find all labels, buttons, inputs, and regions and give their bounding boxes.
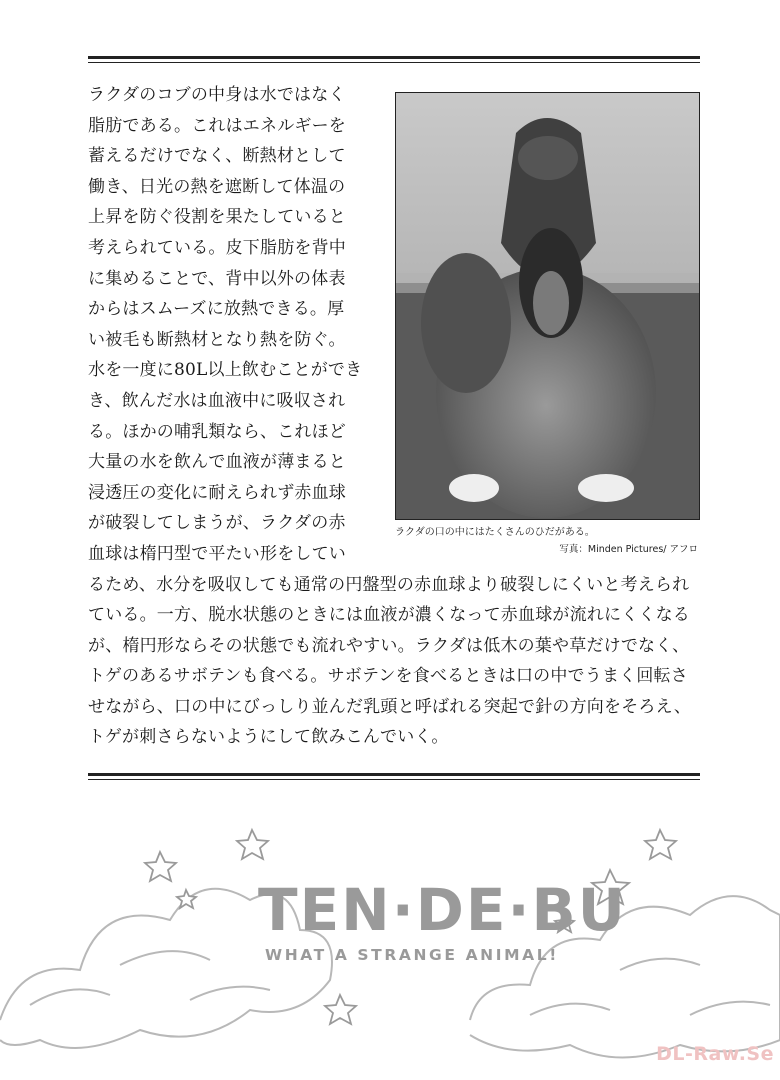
- article-line: トゲのあるサボテンも食べる。サボテンを食べるときは口の中でうまく回転さ: [88, 666, 688, 687]
- article-line: ている。一方、脱水状態のときには血液が濃くなって赤血球が流れにくくなる: [88, 605, 690, 626]
- article-line: に集めることで、背中以外の体表: [88, 268, 346, 289]
- article-line: い被毛も断熱材となり熱を防ぐ。: [88, 329, 346, 350]
- photo-caption: ラクダの口の中にはたくさんのひだがある。: [395, 527, 595, 538]
- article-line: ラクダのコブの中身は水ではなく: [88, 85, 346, 105]
- logo-subtitle: WHAT A STRANGE ANIMAL!: [265, 946, 559, 964]
- camel-photo: [395, 92, 700, 520]
- article-line: 大量の水を飲んで血液が薄まると: [88, 452, 346, 473]
- article-line: 浸透圧の変化に耐えられず赤血球: [88, 482, 346, 503]
- top-rule: [88, 56, 700, 63]
- logo-title: TEN·DE·BU: [258, 876, 627, 944]
- photo-credit: 写真：Minden Pictures/ アフロ: [559, 544, 698, 555]
- bottom-rule: [88, 773, 700, 780]
- article-line: る。ほかの哺乳類なら、これほど: [88, 421, 346, 442]
- article-line: 脂肪である。これはエネルギーを: [88, 115, 346, 136]
- article-line: 考えられている。皮下脂肪を背中: [88, 237, 346, 258]
- article-line: るため、水分を吸収しても通常の円盤型の赤血球より破裂しにくいと考えられ: [88, 574, 690, 595]
- article-line: からはスムーズに放熱できる。厚: [88, 299, 345, 320]
- watermark: DL-Raw.Se: [656, 1043, 774, 1065]
- article-line: トゲが刺さらないようにして飲みこんでいく。: [88, 727, 449, 748]
- article-line: が、楕円形ならその状態でも流れやすい。ラクダは低木の葉や草だけでなく、: [88, 635, 690, 656]
- star-icon: [325, 995, 356, 1024]
- article-line: が破裂してしまうが、ラクダの赤: [88, 513, 346, 534]
- star-icon: [237, 830, 268, 859]
- star-icon: [177, 890, 196, 908]
- article-line: 働き、日光の熱を遮断して体温の: [88, 176, 346, 197]
- article-line: 蓄えるだけでなく、断熱材として: [88, 146, 346, 167]
- article-line: せながら、口の中にびっしり並んだ乳頭と呼ばれる突起で針の方向をそろえ、: [88, 696, 692, 717]
- article-line: 水を一度に80L以上飲むことができ: [88, 360, 363, 381]
- article-line: き、飲んだ水は血液中に吸収され: [88, 390, 346, 411]
- star-icon: [145, 852, 176, 881]
- article-line: 血球は楕円型で平たい形をしてい: [88, 543, 346, 564]
- article-line: 上昇を防ぐ役割を果たしていると: [88, 207, 346, 228]
- camel-photo-illustration: [396, 93, 699, 519]
- star-icon: [645, 830, 676, 859]
